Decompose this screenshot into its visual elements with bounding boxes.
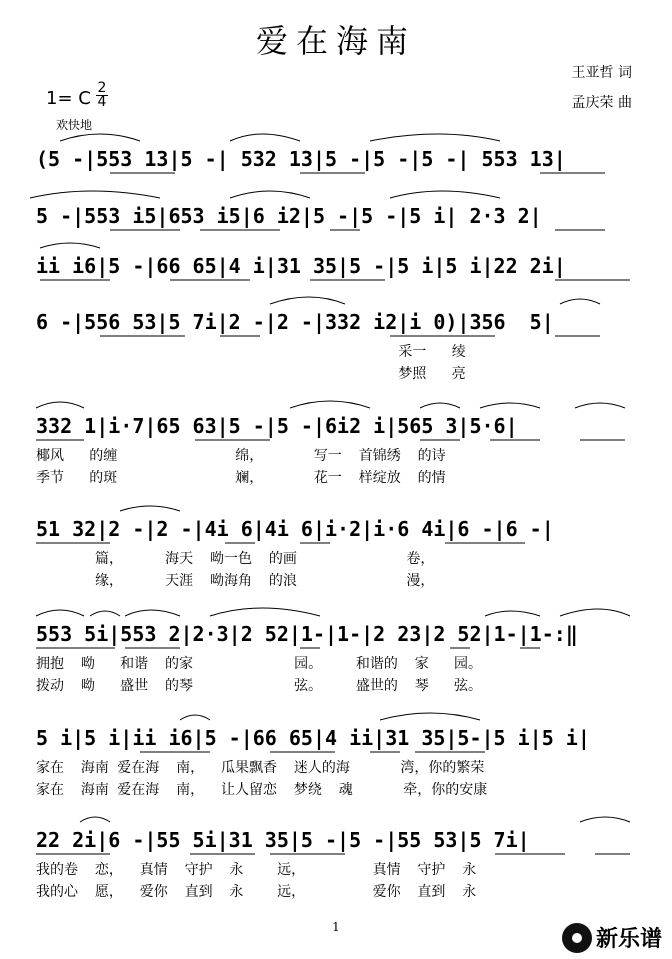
lyric-verse-2: 梦照 亮 xyxy=(36,366,466,382)
notation-line: 6 -|556 53|5 7i|2 -|2 -|332 i2|i 0)|356 5| xyxy=(36,310,554,334)
lyric-verse-1: 我的卷 恋， 真情 守护 永 远， 真情 守护 永 xyxy=(36,862,477,878)
beam-lines xyxy=(0,173,672,181)
logo-text: 新乐谱 xyxy=(595,927,662,952)
lyric-verse-2: 季节 的斑 斓， 花一 样绽放 的情 xyxy=(36,470,446,486)
notation-line: 22 2i|6 -|55 5i|31 35|5 -|5 -|55 53|5 7i| xyxy=(36,828,530,852)
time-signature xyxy=(96,82,108,109)
notation-line: 332 1|i·7|65 63|5 -|5 -|6i2 i|565 3|5·6| xyxy=(36,414,518,438)
lyric-verse-1: 篇， 海天 呦一色 的画 卷， xyxy=(36,551,435,567)
lyricist-credit: 王亚哲 词 xyxy=(571,65,632,81)
notation-line: (5 -|553 13|5 -| 532 13|5 -|5 -|5 -| 553 13| xyxy=(36,147,566,171)
lyric-verse-2: 我的心 愿， 爱你 直到 永 远， 爱你 直到 永 xyxy=(36,884,477,900)
lyric-verse-2: 家在 海南 爱在海 南， 让人留恋 梦绕 魂 牵，你的安康 xyxy=(36,782,488,798)
time-sig-numerator: 2 xyxy=(97,80,107,96)
lyric-verse-1: 椰风 的缠 绵， 写一 首锦绣 的诗 xyxy=(36,448,446,464)
composer-credit: 孟庆荣 曲 xyxy=(571,95,632,111)
lyric-verse-1: 拥抱 呦 和谐 的家 园。 和谐的 家 园。 xyxy=(36,656,483,672)
lyric-verse-1: 家在 海南 爱在海 南， 瓜果飘香 迷人的海 湾，你的繁荣 xyxy=(36,760,485,776)
notation-line: 5 i|5 i|ii i6|5 -|66 65|4 ii|31 35|5-|5 i|5 i| xyxy=(36,726,590,750)
notation-line: 553 5i|553 2|2·3|2 52|1-|1-|2 23|2 52|1-|1-:‖ xyxy=(36,622,578,646)
lyric-verse-2: 拨动 呦 盛世 的琴 弦。 盛世的 琴 弦。 xyxy=(36,678,483,694)
key-signature: 1= C xyxy=(46,88,91,109)
lyric-verse-1: 采一 绫 xyxy=(36,344,466,360)
page-title: 爱在海南 xyxy=(255,22,416,60)
notation-line: 5 -|553 i5|653 i5|6 i2|5 -|5 -|5 i| 2·3 2| xyxy=(36,204,542,228)
lyric-verse-2: 缘， 天涯 呦海角 的浪 漫， xyxy=(36,573,435,589)
music-disc-icon xyxy=(562,923,592,953)
beam-lines xyxy=(0,280,672,288)
site-logo[interactable] xyxy=(562,922,662,953)
time-sig-denominator: 4 xyxy=(97,94,107,110)
notation-line: ii i6|5 -|66 65|4 i|31 35|5 -|5 i|5 i|22 2i| xyxy=(36,254,566,278)
tempo-marking: 欢快地 xyxy=(56,118,93,132)
notation-line: 51 32|2 -|2 -|4i 6|4i 6|i·2|i·6 4i|6 -|6 -| xyxy=(36,517,554,541)
page-number: 1 xyxy=(332,920,340,934)
